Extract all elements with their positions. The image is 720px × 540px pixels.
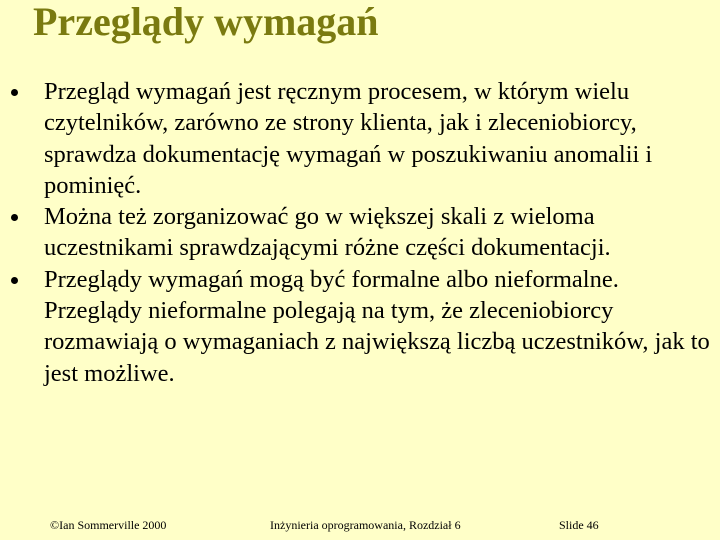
footer-copyright: ©Ian Sommerville 2000 xyxy=(50,518,167,532)
bullet-text: Przegląd wymagań jest ręcznym procesem, w którym wielu czytelników, zarówno ze strony klienta, jak i zleceniobiorcy, sprawdza dokumentację wymagań w poszukiwaniu anomalii i pominięć. xyxy=(44,78,653,199)
bullet-text: Można też zorganizować go w większej skali z wieloma uczestnikami sprawdzającymi różne części dokumentacji. xyxy=(44,203,611,262)
slide-title: Przeglądy wymagań xyxy=(33,0,379,44)
bullet-item xyxy=(0,264,720,389)
bullet-dot-icon xyxy=(11,89,18,96)
bullet-item xyxy=(0,76,720,201)
footer-course: Inżynieria oprogramowania, Rozdział 6 xyxy=(270,518,461,532)
bullet-item xyxy=(0,201,720,264)
bullet-text: Przeglądy wymagań mogą być formalne albo nieformalne. Przeglądy nieformalne polegają na tym, że zleceniobiorcy rozmawiają o wymaganiach z największą liczbą uczestników, jak to jest możliwe. xyxy=(44,265,710,387)
bullet-dot-icon xyxy=(11,214,18,221)
bullet-dot-icon xyxy=(11,277,18,284)
bullet-list xyxy=(0,76,720,389)
footer-slide-number: Slide 46 xyxy=(559,518,599,532)
